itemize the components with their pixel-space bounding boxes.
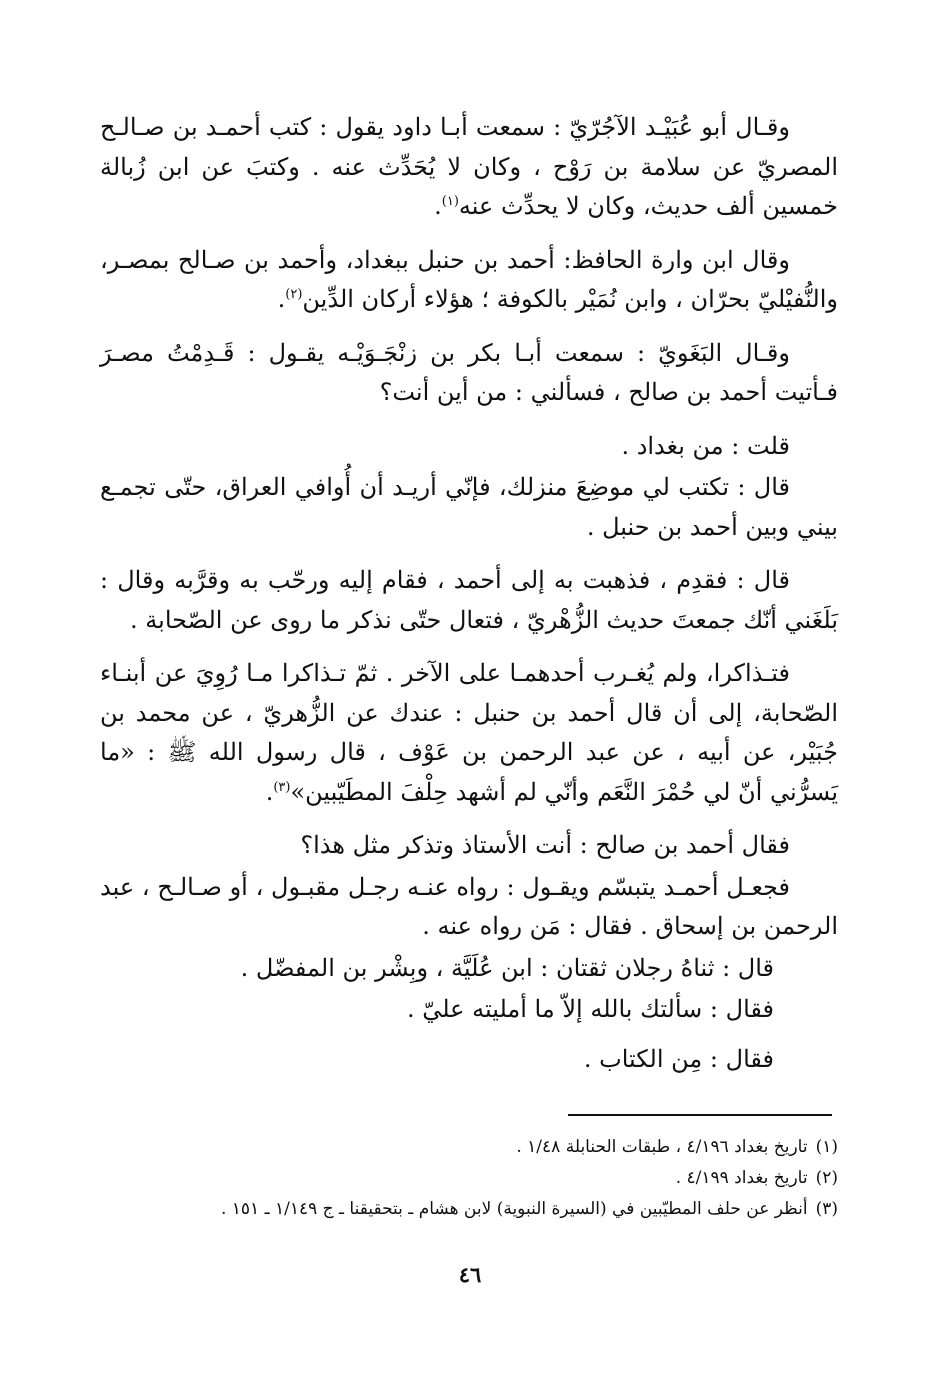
paragraph-qultu xyxy=(100,427,838,467)
paragraph-text: قال : ثناهُ رجلان ثقتان : ابن عُلَيَّة ، وبِشْر بن المفضّل . xyxy=(240,953,774,982)
paragraph-text: فتـذاكرا، ولم يُغـرب أحدهمـا على الآخر . ثمّ تـذاكرا مـا رُوِيَ عن أبنـاء الصّحابة، إلى أن قال أحمد بن حنبل : عندك عن الزُّهريّ ، عن محمد بن جُبَيْر، عن أبيه ، عن عبد الرحمن بن عَوْف ، قال رسول الله ﷺ : «ما يَسرُّني أنّ لي حُمْرَ النَّعَم وأنّي لم أشهد حِلْفَ المطَيّبين» xyxy=(100,659,838,806)
paragraph-baghawi xyxy=(100,334,838,413)
paragraph-thanahu xyxy=(100,949,838,989)
footnote-2 xyxy=(100,1163,838,1194)
paragraph-text: وقـال أبو عُبَيْـد الآجُرّيّ : سمعت أبـا داود يقول : كتب أحمـد بن صـالـح المصريّ عن سلامة بن رَوْح ، وكان لا يُحَدِّث عنه . وكتبَ عن ابن زُبالة خمسين ألف حديث، وكان لا يحدِّث عنه xyxy=(100,113,838,220)
page-number: ٤٦ xyxy=(458,1262,482,1287)
footnote-text: أنظر عن حلف المطيّبين في (السيرة النبوية) لابن هشام ـ بتحقيقنا ـ ج ١/١٤٩ ـ ١٥١ . xyxy=(220,1199,808,1219)
paragraph-abu-ubayd: وقـال أبو عُبَيْـد الآجُرّيّ : سمعت أبـا داود يقول : كتب أحمـد بن صـالـح المصريّ عن سلامة بن رَوْح ، وكان لا يُحَدِّث عنه . وكتبَ عن ابن زُبالة خمسين ألف حديث، وكان لا يحدِّث عنه$^{(١)}$. xyxy=(100,113,838,220)
footnote-separator xyxy=(568,1114,832,1116)
footnote-ref: (٣) xyxy=(273,779,291,795)
paragraph-text: فقال : مِن الكتاب . xyxy=(583,1044,774,1073)
footnote-text: تاريخ بغداد ٤/١٩٦ ، طبقات الحنابلة ١/٤٨ . xyxy=(516,1137,808,1157)
footnote-text: تاريخ بغداد ٤/١٩٩ . xyxy=(675,1168,808,1188)
footnote-number: (٣) xyxy=(815,1199,838,1219)
footnote-number: (١) xyxy=(815,1137,838,1157)
footnotes xyxy=(100,1132,838,1225)
paragraph-saaltuka xyxy=(100,990,838,1030)
paragraph-text: وقـال البَغَويّ : سمعت أبـا بكر بن زنْجَـوَيْـه يقـول : قَـدِمْتُ مصـرَ فـأتيت أحمد بن صالح ، فسألني : من أين أنت؟ xyxy=(100,338,838,406)
footnote-ref: (١) xyxy=(441,194,459,209)
paragraph-faqala-ahmad xyxy=(100,826,838,866)
footnote-3 xyxy=(100,1194,838,1225)
footnote-ref: (٢) xyxy=(285,287,303,302)
paragraph-tadhakara: فتـذاكرا، ولم يُغـرب أحدهمـا على الآخر . ثمّ تـذاكرا مـا رُوِيَ عن أبنـاء الصّحابة، إلى أن قال أحمد بن حنبل : عندك عن الزُّهريّ ، عن محمد بن جُبَيْر، عن أبيه ، عن عبد الرحمن بن عَوْف ، قال رسول الله ﷺ : «ما يَسرُّني أنّ لي حُمْرَ النَّعَم وأنّي لم أشهد حِلْفَ المطَيّبين»$^{(٣)}$. xyxy=(100,659,838,806)
paragraph-min-alkitab xyxy=(100,1040,838,1080)
paragraph-text: قلت : من بغداد . xyxy=(621,431,790,460)
main-text xyxy=(100,108,838,1081)
paragraph-text: فجعـل أحمـد يتبسّم ويقـول : رواه عنـه رجـل مقبـول ، أو صـالـح ، عبد الرحمن بن إسحاق . فقال : مَن رواه عنه . xyxy=(100,872,838,940)
paragraph-text: قال : تكتب لي موضِعَ منزلك، فإنّي أريـد أن أُوافي العراق، حتّى تجمـع بيني وبين أحمد بن حنبل . xyxy=(100,473,838,541)
paragraph-fajaala xyxy=(100,868,838,947)
paragraph-qala-faqadim xyxy=(100,561,838,640)
paragraph-text: وقال ابن وارة الحافظ: أحمد بن حنبل ببغداد، وأحمد بن صـالح بمصـر، والنُّفيْليّ بحرّان ، وابن نُمَيْر بالكوفة ؛ هؤلاء أركان الدِّين xyxy=(100,245,838,313)
paragraph-ibn-wara: وقال ابن وارة الحافظ: أحمد بن حنبل ببغداد، وأحمد بن صـالح بمصـر، والنُّفيْليّ بحرّان ، وابن نُمَيْر بالكوفة ؛ هؤلاء أركان الدِّين$^{(٢)}$. xyxy=(100,245,838,313)
paragraph-text: قال : فقدِم ، فذهبت به إلى أحمد ، فقام إليه ورحّب به وقرَّبه وقال : بَلَغَني أنّك جمعتَ حديث الزُّهْريّ ، فتعال حتّى نذكر ما روى عن الصّحابة . xyxy=(100,566,838,634)
footnote-number: (٢) xyxy=(815,1168,838,1188)
footnote-1 xyxy=(100,1132,838,1163)
paragraph-qala-tuktub xyxy=(100,468,838,547)
paragraph-text: فقال أحمد بن صالح : أنت الأستاذ وتذكر مثل هذا؟ xyxy=(300,831,790,859)
paragraph-text: فقال : سألتك بالله إلاّ ما أمليته عليّ . xyxy=(406,995,774,1023)
